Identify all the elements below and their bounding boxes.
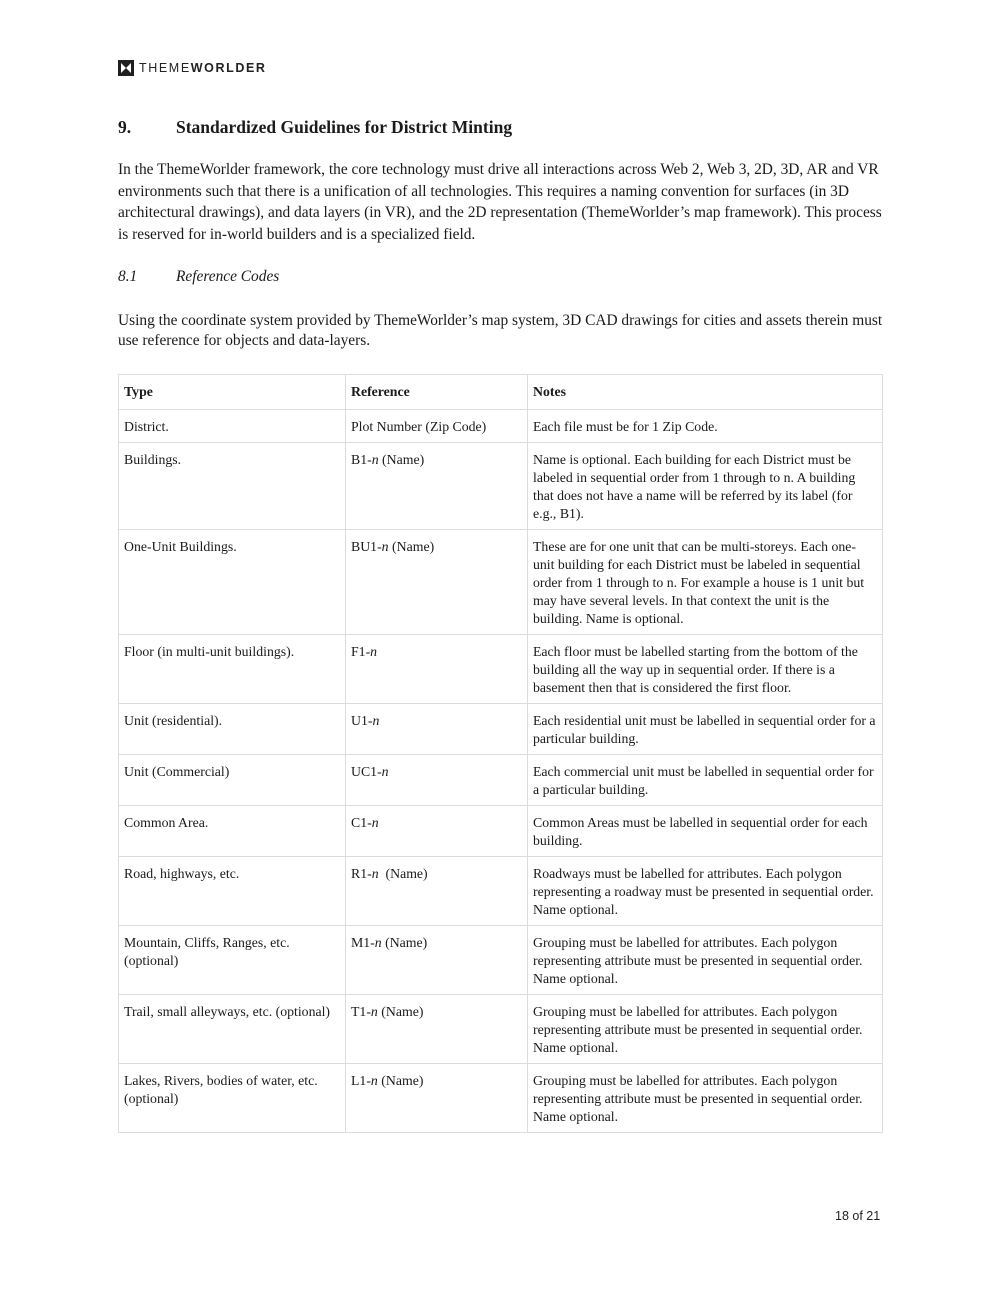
- reference-n: n: [381, 539, 389, 554]
- cell-type: Common Area.: [119, 806, 346, 857]
- reference-n: n: [381, 764, 389, 779]
- cell-reference: [346, 410, 528, 443]
- cell-reference: [346, 926, 528, 995]
- cell-reference: [346, 857, 528, 926]
- reference-codes-table: [118, 374, 883, 1133]
- subsection-number: 8.1: [118, 268, 138, 285]
- cell-reference: [346, 443, 528, 530]
- reference-prefix: M1-: [351, 935, 375, 950]
- reference-prefix: Plot Number (Zip Code): [351, 419, 487, 434]
- reference-suffix: (Name): [381, 935, 428, 950]
- cell-type: Trail, small alleyways, etc. (optional): [119, 995, 346, 1064]
- table-row: [119, 530, 883, 635]
- subsection-heading: [118, 268, 279, 286]
- cell-reference: [346, 806, 528, 857]
- header-type: Type: [119, 375, 346, 410]
- cell-type: District.: [119, 410, 346, 443]
- reference-n: n: [372, 713, 380, 728]
- reference-n: n: [371, 452, 379, 467]
- table-row: [119, 443, 883, 530]
- themeworlder-logo: [118, 60, 267, 76]
- reference-n: n: [371, 815, 379, 830]
- reference-n: n: [370, 644, 378, 659]
- table-row: [119, 410, 883, 443]
- cell-reference: [346, 530, 528, 635]
- reference-n: n: [370, 1073, 378, 1088]
- section-number: 9.: [118, 117, 132, 137]
- table-row: [119, 635, 883, 704]
- reference-prefix: U1-: [351, 713, 373, 728]
- cell-notes: Each commercial unit must be labelled in sequential order for a particular building.: [528, 755, 883, 806]
- cell-notes: Grouping must be labelled for attributes. Each polygon representing attribute must be presented in sequential order. Name optional.: [528, 926, 883, 995]
- page-number: 18 of 21: [835, 1209, 881, 1223]
- section-heading: [118, 117, 512, 138]
- cell-notes: Common Areas must be labelled in sequential order for each building.: [528, 806, 883, 857]
- logo-text: THEMEWORLDER: [139, 61, 267, 75]
- section-title: Standardized Guidelines for District Minting: [176, 117, 513, 137]
- reference-prefix: B1-: [351, 452, 372, 467]
- reference-prefix: BU1-: [351, 539, 382, 554]
- reference-n: n: [374, 935, 382, 950]
- cell-type: Floor (in multi-unit buildings).: [119, 635, 346, 704]
- reference-suffix: (Name): [377, 1073, 424, 1088]
- cell-notes: Each file must be for 1 Zip Code.: [528, 410, 883, 443]
- reference-paragraph: Using the coordinate system provided by ThemeWorlder’s map system, 3D CAD drawings for cities and assets therein must use reference for objects and data-layers.: [118, 312, 883, 349]
- cell-notes: Grouping must be labelled for attributes. Each polygon representing attribute must be presented in sequential order. Name optional.: [528, 995, 883, 1064]
- table-row: [119, 857, 883, 926]
- reference-prefix: R1-: [351, 866, 372, 881]
- cell-notes: Each floor must be labelled starting from the bottom of the building all the way up in sequential order. If there is a basement then that is considered the first floor.: [528, 635, 883, 704]
- intro-paragraph: In the ThemeWorlder framework, the core technology must drive all interactions across Web 2, Web 3, 2D, 3D, AR and VR environments such that there is a unification of all technologies. This requires a naming convention for surfaces (in 3D architectural drawings), and data layers (in VR), and the 2D representation (ThemeWorlder’s map framework). This process is reserved for in-world builders and is a specialized field.: [118, 161, 882, 243]
- reference-prefix: L1-: [351, 1073, 371, 1088]
- cell-type: Lakes, Rivers, bodies of water, etc. (optional): [119, 1064, 346, 1133]
- table-header-row: [119, 375, 883, 410]
- reference-prefix: T1-: [351, 1004, 371, 1019]
- cell-type: One-Unit Buildings.: [119, 530, 346, 635]
- table-row: [119, 755, 883, 806]
- cell-notes: Roadways must be labelled for attributes. Each polygon representing a roadway must be presented in sequential order. Name optional.: [528, 857, 883, 926]
- table-row: [119, 926, 883, 995]
- cell-reference: [346, 635, 528, 704]
- cell-notes: These are for one unit that can be multi-storeys. Each one-unit building for each District must be labeled in sequential order from 1 through to n. For example a house is 1 unit but may have several levels. In that context the unit is the building. Name is optional.: [528, 530, 883, 635]
- reference-prefix: F1-: [351, 644, 371, 659]
- cell-type: Buildings.: [119, 443, 346, 530]
- cell-type: Road, highways, etc.: [119, 857, 346, 926]
- cell-type: Mountain, Cliffs, Ranges, etc. (optional): [119, 926, 346, 995]
- reference-prefix: C1-: [351, 815, 372, 830]
- cell-reference: [346, 995, 528, 1064]
- reference-n: n: [371, 866, 379, 881]
- cell-type: Unit (residential).: [119, 704, 346, 755]
- reference-suffix: (Name): [388, 539, 435, 554]
- cell-notes: Name is optional. Each building for each District must be labeled in sequential order from 1 through to n. A building that does not have a name will be referred by its label (for e.g., B1).: [528, 443, 883, 530]
- cell-reference: [346, 755, 528, 806]
- table-row: [119, 1064, 883, 1133]
- cell-type: Unit (Commercial): [119, 755, 346, 806]
- reference-suffix: (Name): [377, 1004, 424, 1019]
- cell-reference: [346, 1064, 528, 1133]
- table-row: [119, 806, 883, 857]
- header-reference: Reference: [346, 375, 528, 410]
- cell-notes: Grouping must be labelled for attributes. Each polygon representing attribute must be presented in sequential order. Name optional.: [528, 1064, 883, 1133]
- reference-suffix: (Name): [378, 866, 428, 881]
- cell-reference: [346, 704, 528, 755]
- table-row: [119, 704, 883, 755]
- logo-mark-icon: [118, 60, 134, 76]
- table-row: [119, 995, 883, 1064]
- subsection-title: Reference Codes: [176, 268, 280, 285]
- reference-prefix: UC1-: [351, 764, 382, 779]
- cell-notes: Each residential unit must be labelled in sequential order for a particular building.: [528, 704, 883, 755]
- reference-n: n: [370, 1004, 378, 1019]
- header-notes: Notes: [528, 375, 883, 410]
- reference-suffix: (Name): [378, 452, 425, 467]
